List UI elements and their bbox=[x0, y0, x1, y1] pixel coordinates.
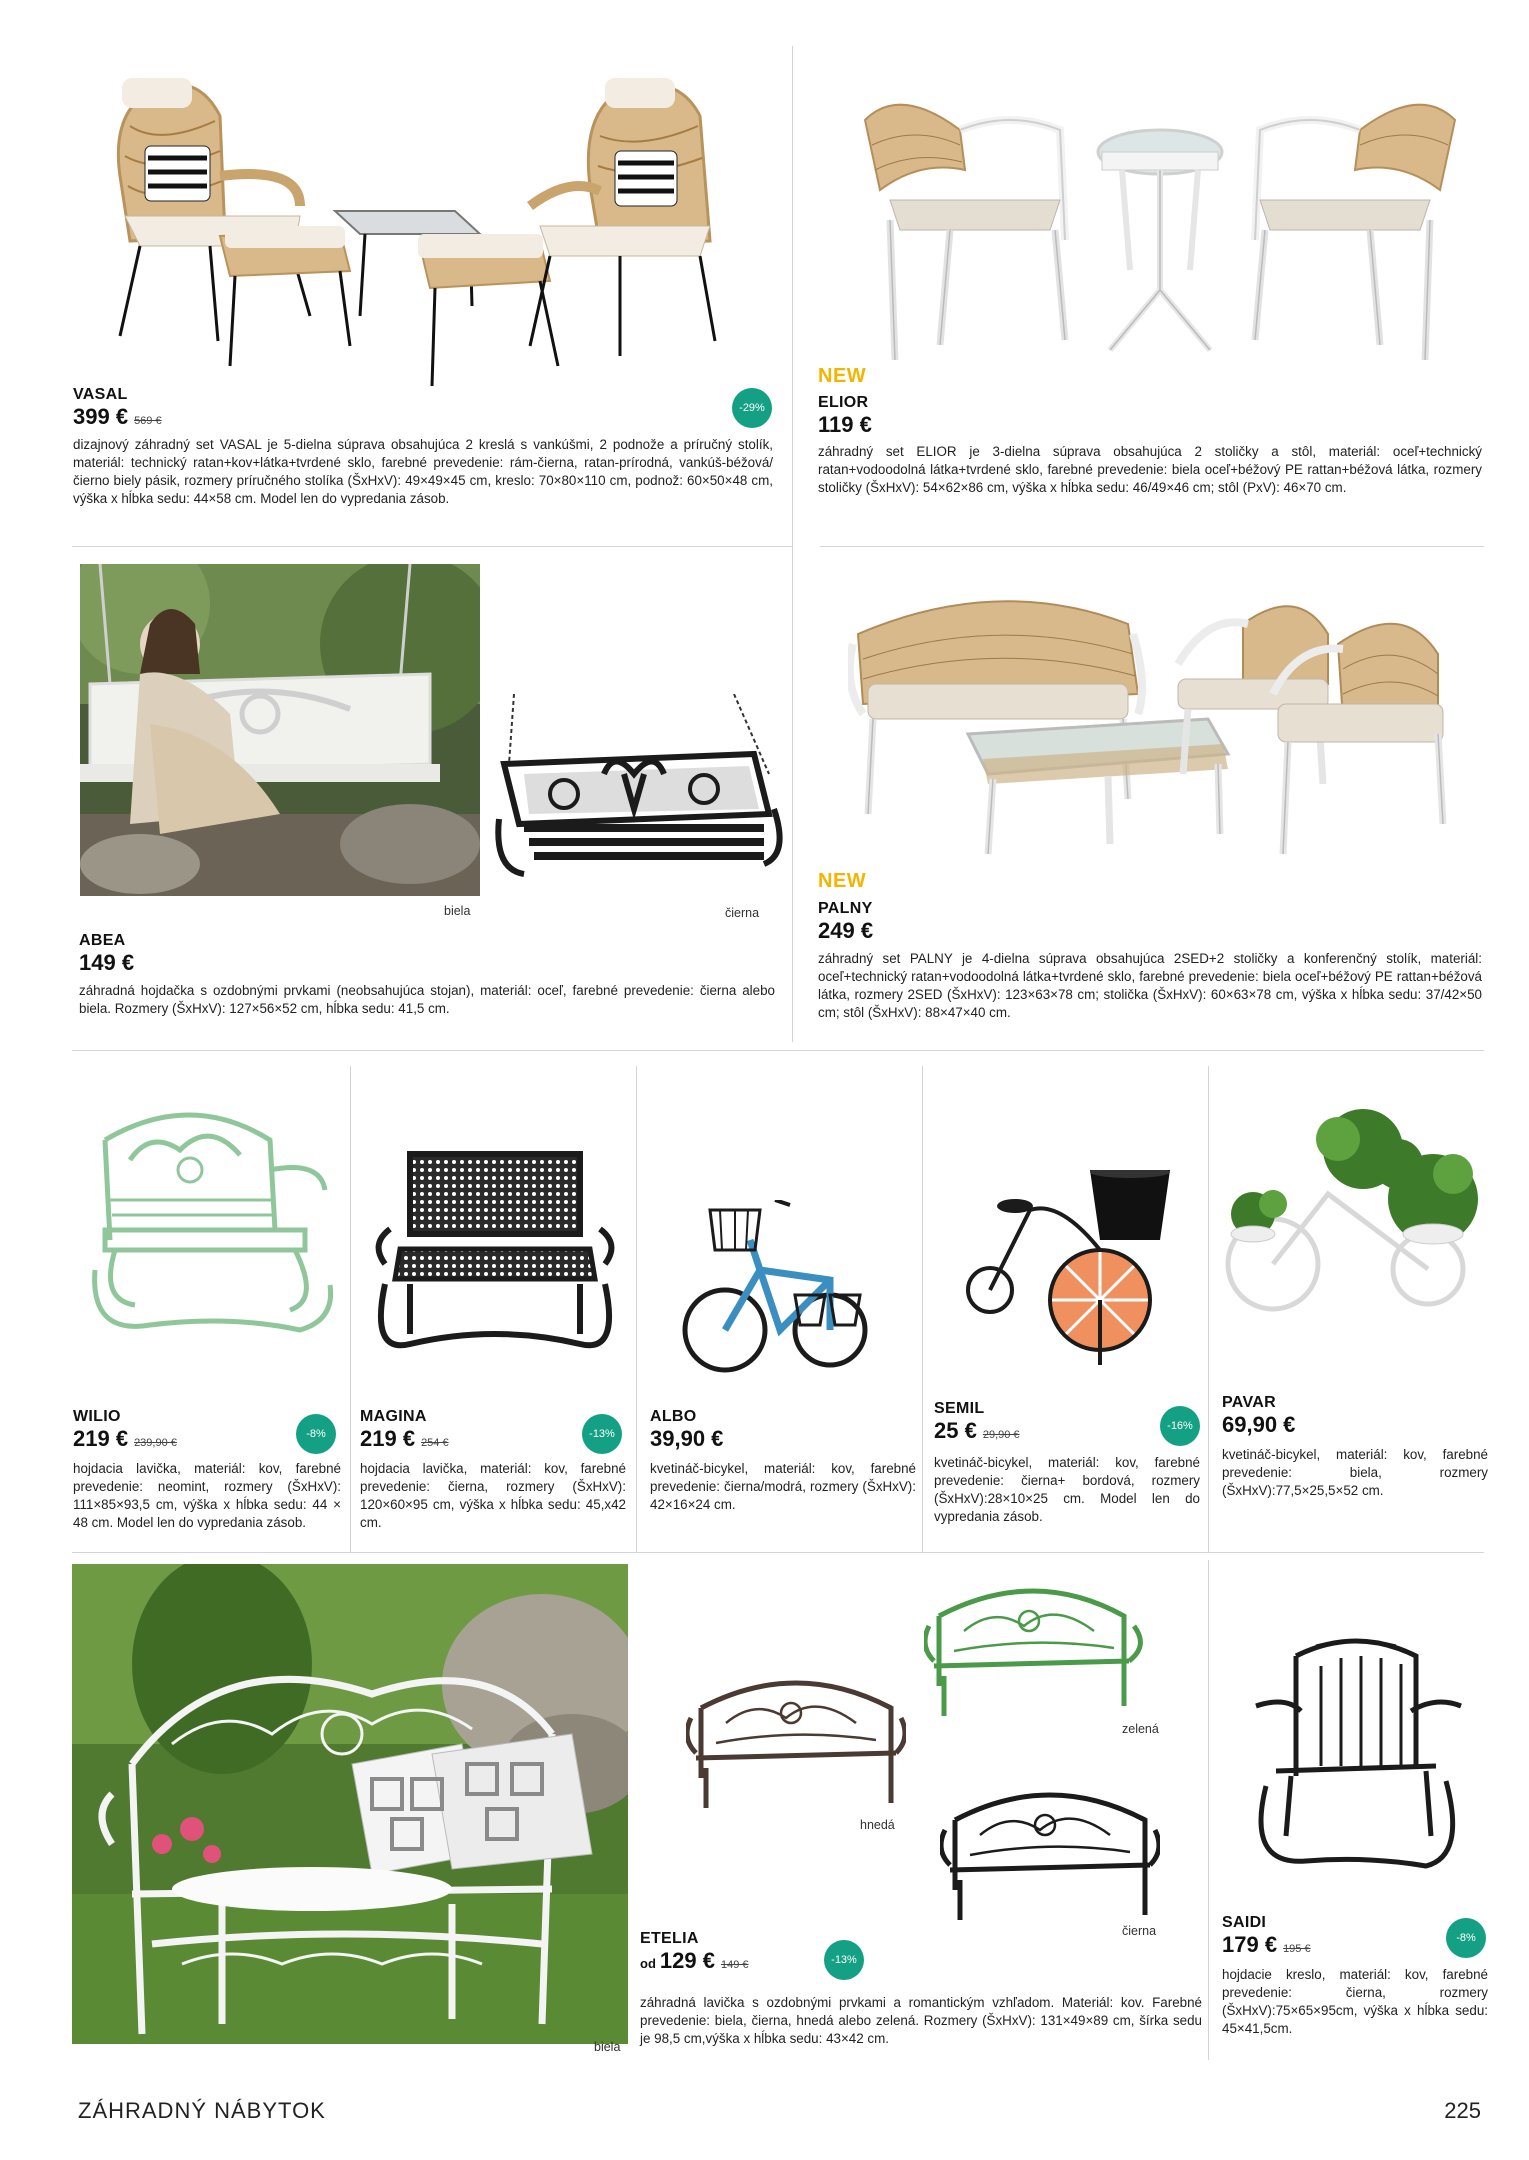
palny-price: 249 € bbox=[818, 918, 874, 943]
page-number: 225 bbox=[1444, 2098, 1481, 2123]
abea-caption-black: čierna bbox=[725, 906, 760, 920]
albo-name: ALBO bbox=[650, 1408, 697, 1425]
abea-description: záhradná hojdačka s ozdobnými prvkami (neobsahujúca stojan), materiál: oceľ, farebné prevedenie: čierna alebo biela. Rozmery (ŠxHxV): 127×56×52 cm, hĺbka sedu: 41,5 cm. bbox=[79, 983, 775, 1016]
abea-price: 149 € bbox=[79, 950, 135, 975]
saidi-price-old: 195 € bbox=[1283, 1943, 1311, 1955]
wilio-product-image bbox=[90, 1100, 340, 1340]
etelia-product-image-black bbox=[940, 1780, 1160, 1920]
albo-price: 39,90 € bbox=[650, 1426, 724, 1451]
divider-mid-1 bbox=[350, 1066, 351, 1552]
semil-price bbox=[934, 1418, 1020, 1444]
vasal-price-current: 399 € bbox=[73, 404, 129, 429]
wilio-description: hojdacia lavička, materiál: kov, farebné prevedenie: neomint, rozmery (ŠxHxV): 111×85×93,5 cm, výška x hĺbka sedu: 44 × 48 cm. Model len do vypredania zásob. bbox=[73, 1461, 341, 1530]
semil-discount-badge: -16% bbox=[1160, 1406, 1200, 1446]
palny-new-tag: NEW bbox=[818, 870, 867, 892]
magina-price-current: 219 € bbox=[360, 1426, 416, 1451]
vasal-discount-badge: -29% bbox=[732, 388, 772, 428]
vasal-name: VASAL bbox=[73, 386, 128, 403]
abea-photo-white bbox=[80, 564, 480, 896]
pavar-description: kvetináč-bicykel, materiál: kov, farebné prevedenie: biela, rozmery (ŠxHxV):77,5×25,5×52 cm. bbox=[1222, 1447, 1488, 1498]
magina-price-old: 254 € bbox=[421, 1437, 449, 1449]
divider-row3 bbox=[72, 1552, 1484, 1553]
palny-product-image bbox=[848, 584, 1458, 864]
etelia-price bbox=[640, 1948, 748, 1974]
abea-name: ABEA bbox=[79, 932, 126, 949]
saidi-discount-badge: -8% bbox=[1446, 1918, 1486, 1958]
elior-description: záhradný set ELIOR je 3-dielna súprava obsahujúca 2 stoličky a stôl, materiál: oceľ+technický ratan+vodoodolná látka+tvrdené sklo, farebné prevedenie: biela oceľ+béžový PE rattan+béžová látka, rozmery stoličky (ŠxHxV): 54×62×86 cm, výška x hĺbka sedu: 46/49×46 cm; stôl (PxV): 46×70 cm. bbox=[818, 444, 1482, 495]
vasal-product-image bbox=[100, 66, 740, 386]
saidi-description: hojdacie kreslo, materiál: kov, farebné prevedenie: čierna, rozmery (ŠxHxV):75×65×95cm, výška x hĺbka sedu: 45×41,5cm. bbox=[1222, 1967, 1488, 2036]
etelia-price-prefix: od bbox=[640, 1956, 656, 1971]
abea-caption-white: biela bbox=[444, 904, 471, 918]
semil-product-image bbox=[960, 1170, 1180, 1370]
vasal-description: dizajnový záhradný set VASAL je 5-dielna súprava obsahujúca 2 kreslá s vankúšmi, 2 podnože a príručný stolík, materiál: technický ratan+kov+látka+tvrdené sklo, farebné prevedenie: rám-čierna, ratan-prírodná, vankúš-béžová/čierno biely pásik, rozmery príručného stolíka (ŠxHxV): 49×49×45 cm, kreslo: 70×80×110 cm, podnož: 60×50×48 cm, výška x hĺbka sedu: 44×58 cm. Model len do vypredania zásob. bbox=[73, 437, 773, 506]
semil-price-current: 25 € bbox=[934, 1418, 977, 1443]
saidi-name: SAIDI bbox=[1222, 1914, 1267, 1931]
divider-row1 bbox=[820, 546, 1484, 547]
etelia-description: záhradná lavička s ozdobnými prvkami a romantickým vzhľadom. Materiál: kov. Farebné prevedenie: biela, čierna, hnedá alebo zelená. Rozmery (ŠxHxV): 131×49×89 cm, šírka sedu je 98,5 cm,výška x hĺbka sedu: 43×42 cm. bbox=[640, 1995, 1202, 2046]
palny-name: PALNY bbox=[818, 900, 873, 917]
etelia-caption-green: zelená bbox=[1122, 1722, 1159, 1736]
semil-description: kvetináč-bicykel, materiál: kov, farebné prevedenie: čierna+ bordová, rozmery (ŠxHxV):28×10×25 cm. Model len do vypredania zásob. bbox=[934, 1455, 1200, 1524]
magina-discount-badge: -13% bbox=[582, 1414, 622, 1454]
abea-product-image-black bbox=[494, 694, 794, 894]
etelia-product-image-green bbox=[924, 1576, 1144, 1716]
wilio-price bbox=[73, 1426, 177, 1452]
elior-name: ELIOR bbox=[818, 394, 869, 411]
wilio-name: WILIO bbox=[73, 1408, 121, 1425]
magina-price bbox=[360, 1426, 449, 1452]
section-title: ZÁHRADNÝ NÁBYTOK bbox=[78, 2098, 326, 2123]
wilio-price-old: 239,90 € bbox=[134, 1437, 177, 1449]
albo-description: kvetináč-bicykel, materiál: kov, farebné prevedenie: čierna/modrá, rozmery (ŠxHxV): 42×16×24 cm. bbox=[650, 1461, 916, 1512]
etelia-discount-badge: -13% bbox=[824, 1940, 864, 1980]
magina-name: MAGINA bbox=[360, 1408, 427, 1425]
divider-mid-4 bbox=[1208, 1066, 1209, 1552]
albo-product-image bbox=[680, 1200, 880, 1390]
saidi-product-image bbox=[1246, 1636, 1466, 1876]
divider-row1-left bbox=[72, 546, 792, 547]
semil-price-old: 29,90 € bbox=[982, 1429, 1020, 1441]
magina-description: hojdacia lavička, materiál: kov, farebné prevedenie: čierna, rozmery (ŠxHxV): 120×60×95 cm, výška x hĺbka sedu: 45,x42 cm. bbox=[360, 1461, 626, 1530]
pavar-product-image bbox=[1218, 1104, 1488, 1314]
etelia-price-current: 129 € bbox=[659, 1948, 715, 1973]
etelia-photo-white bbox=[72, 1564, 628, 2044]
etelia-price-old: 149 € bbox=[720, 1959, 749, 1971]
elior-product-image bbox=[860, 90, 1460, 360]
divider-bottom bbox=[1208, 1560, 1209, 2060]
wilio-price-current: 219 € bbox=[73, 1426, 129, 1451]
saidi-price bbox=[1222, 1932, 1311, 1958]
vasal-price-old: 569 € bbox=[134, 415, 162, 427]
saidi-price-current: 179 € bbox=[1222, 1932, 1278, 1957]
elior-price: 119 € bbox=[818, 412, 872, 437]
palny-description: záhradný set PALNY je 4-dielna súprava obsahujúca 2SED+2 stoličky a konferenčný stolík, materiál: oceľ+technický ratan+vodoodolná látka+tvrdené sklo, farebné prevedenie: biela oceľ+béžový PE rattan+béžová látka, rozmery 2SED (ŠxHxV): 123×63×78 cm; stolička (ŠxHxV): 60×63×78 cm, výška x hĺbka sedu: 37/42×50 cm; stôl (ŠxHxV): 88×47×40 cm. bbox=[818, 951, 1482, 1020]
elior-new-tag: NEW bbox=[818, 365, 867, 387]
pavar-name: PAVAR bbox=[1222, 1394, 1276, 1411]
divider-row2 bbox=[72, 1050, 1484, 1051]
etelia-caption-black: čierna bbox=[1122, 1924, 1157, 1938]
divider-mid-2 bbox=[636, 1066, 637, 1552]
pavar-price: 69,90 € bbox=[1222, 1412, 1296, 1437]
etelia-caption-brown: hnedá bbox=[860, 1818, 895, 1832]
etelia-product-image-brown bbox=[686, 1668, 906, 1808]
semil-name: SEMIL bbox=[934, 1400, 985, 1417]
vasal-price bbox=[73, 404, 162, 430]
etelia-caption-white: biela bbox=[594, 2040, 621, 2054]
divider-mid-3 bbox=[922, 1066, 923, 1552]
magina-product-image bbox=[370, 1134, 620, 1364]
wilio-discount-badge: -8% bbox=[296, 1414, 336, 1454]
etelia-name: ETELIA bbox=[640, 1930, 699, 1947]
